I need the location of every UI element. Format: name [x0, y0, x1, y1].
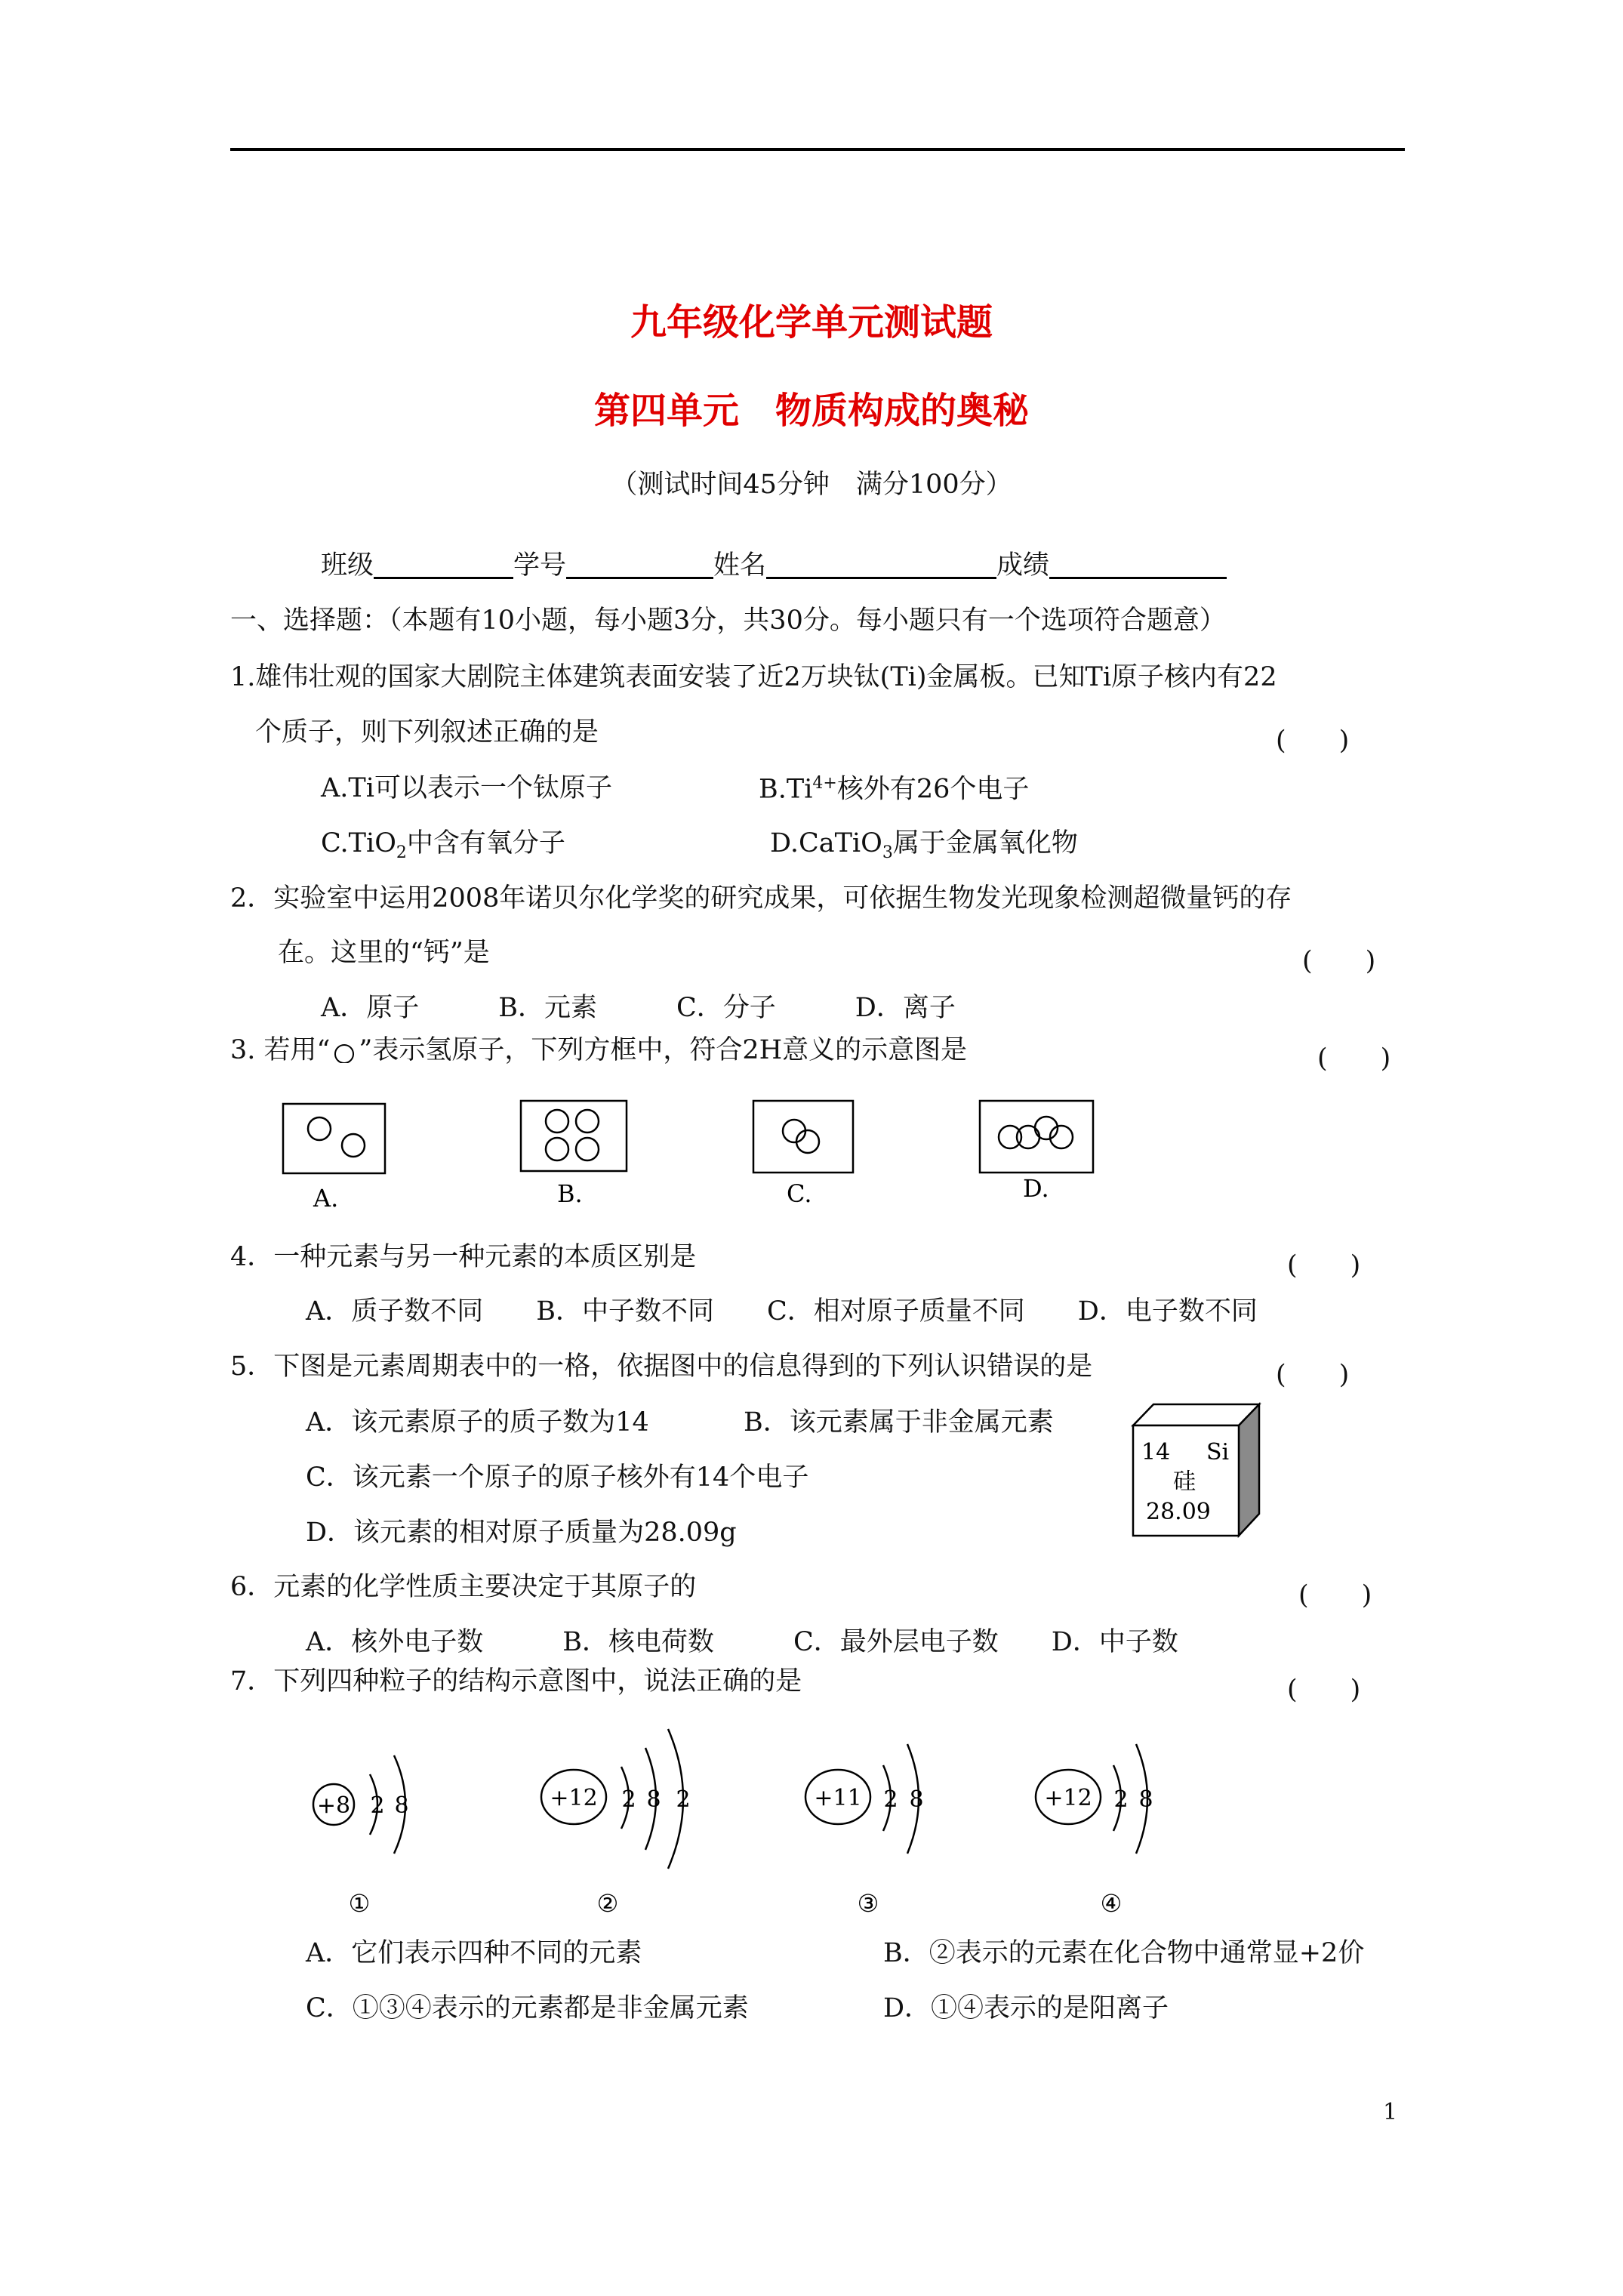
q6-options: A．核外电子数 B．核电荷数 C．最外层电子数 D．中子数 [306, 1627, 1178, 1657]
particle-1-shell-2: 8 [394, 1792, 409, 1819]
q2-stem-line2: 在。这里的“钙”是 [278, 938, 490, 968]
element-number: 14 [1141, 1439, 1171, 1465]
q5-option-d: D．该元素的相对原子质量为28.09g [306, 1518, 737, 1548]
q2-stem-line1: 2．实验室中运用2008年诺贝尔化学奖的研究成果，可依据生物发光现象检测超微量钙的存 [230, 883, 1292, 914]
name-label: 姓名 [713, 550, 767, 581]
q7-answer-paren[interactable]: ( ) [1287, 1675, 1361, 1705]
unit-title: 第四单元 物质构成的奥秘 [593, 390, 1029, 432]
section-heading: 一、选择题：（本题有10小题，每小题3分，共30分。每小题只有一个选项符合题意） [230, 606, 1226, 636]
periodic-table-cell [1125, 1397, 1268, 1540]
q3-answer-paren[interactable]: ( ) [1317, 1043, 1391, 1074]
q3-label-c: C. [787, 1179, 812, 1208]
particle-2-shell-2: 8 [646, 1786, 661, 1813]
q1-stem-line1: 1.雄伟壮观的国家大剧院主体建筑表面安装了近2万块钛(Ti)金属板。已知Ti原子核内有22 [230, 662, 1277, 692]
q7-option-b: B．②表示的元素在化合物中通常显+2价 [883, 1938, 1365, 1968]
q4-stem: 4．一种元素与另一种元素的本质区别是 [230, 1242, 697, 1272]
page-number: 1 [1383, 2099, 1398, 2125]
q1-answer-paren[interactable]: ( ) [1276, 726, 1350, 756]
number-blank[interactable] [566, 551, 713, 579]
element-name: 硅 [1173, 1469, 1196, 1495]
q7-option-c: C．①③④表示的元素都是非金属元素 [306, 1993, 749, 2023]
q2-answer-paren[interactable]: ( ) [1302, 946, 1376, 976]
particle-4-shell-2: 8 [1138, 1786, 1153, 1813]
q2-options: A．原子 B．元素 C．分子 D．离子 [321, 993, 956, 1023]
particle-3-shell-2: 8 [909, 1786, 924, 1813]
q1-option-c: C.TiO$_2$中含有氧分子 [321, 828, 565, 862]
element-mass: 28.09 [1146, 1499, 1211, 1525]
q3-stem: 3. 若用“ ”表示氢原子，下列方框中，符合2H意义的示意图是 [230, 1035, 968, 1065]
score-blank[interactable] [1049, 551, 1227, 579]
q7-option-a: A．它们表示四种不同的元素 [306, 1938, 642, 1968]
particle-4-nucleus: +12 [1044, 1785, 1092, 1811]
q5-option-a: A．该元素原子的质子数为14 [306, 1407, 649, 1438]
q3-box-c [753, 1101, 853, 1173]
particle-1-label: ① [348, 1889, 371, 1918]
q3-label-d: D. [1023, 1174, 1049, 1203]
q3-box-a [283, 1104, 385, 1173]
q6-stem: 6．元素的化学性质主要决定于其原子的 [230, 1572, 697, 1602]
particle-1-nucleus: +8 [316, 1792, 351, 1819]
particle-4-label: ④ [1100, 1889, 1123, 1918]
q5-option-b: B．该元素属于非金属元素 [744, 1407, 1054, 1438]
q7-option-d: D．①④表示的是阳离子 [883, 1993, 1169, 2023]
q1-option-a: A.Ti可以表示一个钛原子 [321, 773, 612, 803]
q1-option-d: D.CaTiO$_3$属于金属氧化物 [770, 828, 1078, 862]
time-note: （测试时间45分钟 满分100分） [611, 470, 1012, 500]
q3-box-d [980, 1101, 1093, 1173]
class-label: 班级 [321, 550, 374, 581]
header-rule [230, 148, 1405, 151]
number-label: 学号 [513, 550, 567, 581]
q5-option-c: C．该元素一个原子的原子核外有14个电子 [306, 1462, 809, 1493]
q7-diagrams [287, 1714, 1268, 1933]
element-symbol: Si [1206, 1439, 1230, 1465]
particle-3-shell-1: 2 [883, 1786, 898, 1813]
particle-1-shell-1: 2 [370, 1792, 385, 1819]
q5-answer-paren[interactable]: ( ) [1276, 1360, 1350, 1390]
particle-2-shell-1: 2 [621, 1786, 636, 1813]
class-blank[interactable] [374, 551, 513, 579]
particle-4 [1036, 1744, 1153, 1918]
particle-2-shell-3: 2 [676, 1786, 691, 1813]
q3-box-b [521, 1101, 627, 1171]
particle-2-nucleus: +12 [550, 1785, 598, 1811]
q5-stem: 5．下图是元素周期表中的一格，依据图中的信息得到的下列认识错误的是 [230, 1351, 1093, 1382]
q3-label-a: A. [313, 1184, 339, 1213]
q1-stem-line2: 个质子，则下列叙述正确的是 [255, 717, 599, 747]
info-line [321, 551, 1227, 579]
hydrogen-atom-icon [330, 1040, 359, 1063]
particle-3 [805, 1744, 924, 1918]
particle-3-nucleus: +11 [814, 1785, 862, 1811]
q4-answer-paren[interactable]: ( ) [1287, 1250, 1361, 1281]
q3-label-b: B. [557, 1179, 583, 1208]
name-blank[interactable] [766, 551, 996, 579]
particle-2-label: ② [596, 1889, 619, 1918]
particle-3-label: ③ [857, 1889, 879, 1918]
particle-1 [313, 1755, 409, 1918]
q1-option-b: $B.Ti^{4+}$核外有26个电子 [759, 774, 1030, 805]
q6-answer-paren[interactable]: ( ) [1298, 1580, 1372, 1610]
q4-options: A．质子数不同 B．中子数不同 C．相对原子质量不同 D．电子数不同 [306, 1296, 1258, 1327]
score-label: 成绩 [996, 550, 1050, 581]
page-title: 九年级化学单元测试题 [630, 301, 993, 344]
q7-stem: 7．下列四种粒子的结构示意图中，说法正确的是 [230, 1666, 802, 1697]
particle-4-shell-1: 2 [1113, 1786, 1129, 1813]
q3-diagrams [272, 1087, 1140, 1216]
particle-2 [541, 1729, 691, 1918]
